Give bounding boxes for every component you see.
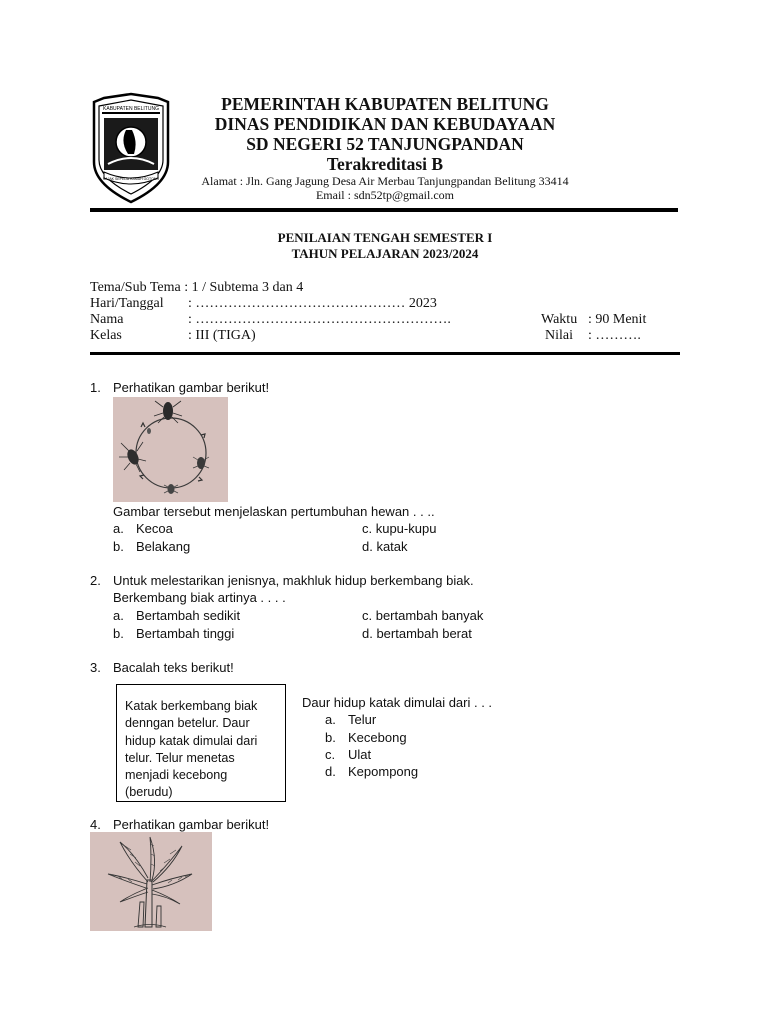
q1-prompt: Gambar tersebut menjelaskan pertumbuhan hewan . . .. bbox=[113, 504, 435, 519]
q3-option-d[interactable]: Kepompong bbox=[348, 764, 419, 779]
identity-divider bbox=[90, 352, 680, 355]
nama-value[interactable]: : ………………………………………………. bbox=[188, 312, 451, 327]
q3-prompt: Daur hidup katak dimulai dari . . . bbox=[302, 695, 493, 710]
q3-option-b[interactable]: Kecebong bbox=[348, 730, 407, 745]
nilai-label: Nilai bbox=[545, 328, 573, 343]
q2-option-b-letter: b. bbox=[113, 626, 124, 641]
cockroach-lifecycle-image bbox=[113, 397, 228, 502]
q3-number: 3. bbox=[90, 660, 101, 675]
tema-value: : 1 / Subtema 3 dan 4 bbox=[184, 280, 304, 295]
letterhead-divider bbox=[90, 208, 678, 212]
nilai-value[interactable]: : ………. bbox=[588, 328, 641, 343]
q1-option-a-letter: a. bbox=[113, 521, 124, 536]
kelas-label: Kelas bbox=[90, 328, 122, 343]
svg-text:KABUPATEN BELITUNG: KABUPATEN BELITUNG bbox=[103, 106, 159, 112]
q2-option-b[interactable]: Bertambah tinggi bbox=[136, 626, 235, 641]
letterhead bbox=[180, 94, 590, 202]
q1-option-b-letter: b. bbox=[113, 539, 124, 554]
q3-option-c-letter: c. bbox=[325, 747, 336, 762]
q2-option-c[interactable]: c. bertambah banyak bbox=[362, 608, 484, 623]
q2-option-a[interactable]: Bertambah sedikit bbox=[136, 608, 241, 623]
school-address: Alamat : Jln. Gang Jagung Desa Air Merbau Tanjungpandan Belitung 33414 bbox=[201, 174, 569, 188]
kelas-value: : III (TIGA) bbox=[188, 328, 256, 343]
waktu-label: Waktu bbox=[541, 312, 578, 327]
q1-number: 1. bbox=[90, 380, 101, 395]
belitung-regency-logo bbox=[90, 92, 172, 204]
svg-text:SAJAK SEPEDA RAMAH GOTONG: SAJAK SEPEDA RAMAH GOTONG bbox=[102, 177, 160, 181]
school-name: SD NEGERI 52 TANJUNGPANDAN bbox=[246, 134, 524, 154]
q2-text-2: Berkembang biak artinya . . . . bbox=[113, 590, 286, 605]
accreditation: Terakreditasi B bbox=[326, 154, 444, 174]
q1-option-a[interactable]: Kecoa bbox=[136, 521, 173, 536]
q3-option-c[interactable]: Ulat bbox=[348, 747, 372, 762]
q1-option-d[interactable]: d. katak bbox=[362, 539, 408, 554]
q1-option-b[interactable]: Belakang bbox=[136, 539, 191, 554]
q2-option-d[interactable]: d. bertambah berat bbox=[362, 626, 472, 641]
school-email: Email : sdn52tp@gmail.com bbox=[315, 188, 455, 202]
q4-text: Perhatikan gambar berikut! bbox=[113, 817, 270, 832]
hari-label: Hari/Tanggal bbox=[90, 296, 164, 311]
q1-text: Perhatikan gambar berikut! bbox=[113, 380, 270, 395]
tema-label: Tema/Sub Tema bbox=[90, 280, 181, 295]
q1-option-c[interactable]: c. kupu-kupu bbox=[362, 521, 437, 536]
q3-option-a-letter: a. bbox=[325, 712, 336, 727]
q3-option-b-letter: b. bbox=[325, 730, 336, 745]
q3-text: Bacalah teks berikut! bbox=[113, 660, 234, 675]
q2-text: Untuk melestarikan jenisnya, makhluk hidup berkembang biak. bbox=[113, 573, 474, 588]
department-name: DINAS PENDIDIKAN DAN KEBUDAYAAN bbox=[214, 114, 556, 134]
tema-row bbox=[90, 280, 303, 296]
banana-plant-image bbox=[90, 832, 212, 931]
q3-option-d-letter: d. bbox=[325, 764, 336, 779]
exam-title-line2: TAHUN PELAJARAN 2023/2024 bbox=[291, 246, 479, 261]
q3-reading-box: Katak berkembang biak denngan betelur. Daur hidup katak dimulai dari telur. Telur menetas menjadi kecebong (berudu) bbox=[116, 684, 286, 802]
exam-title bbox=[180, 230, 590, 262]
q4-number: 4. bbox=[90, 817, 101, 832]
q2-number: 2. bbox=[90, 573, 101, 588]
hari-value[interactable]: : ……………………………………… 2023 bbox=[188, 296, 437, 311]
nama-label: Nama bbox=[90, 312, 124, 327]
waktu-value: : 90 Menit bbox=[588, 312, 647, 327]
government-name: PEMERINTAH KABUPATEN BELITUNG bbox=[221, 94, 549, 114]
exam-title-line1: PENILAIAN TENGAH SEMESTER I bbox=[277, 230, 493, 245]
q3-option-a[interactable]: Telur bbox=[348, 712, 377, 727]
q2-option-a-letter: a. bbox=[113, 608, 124, 623]
